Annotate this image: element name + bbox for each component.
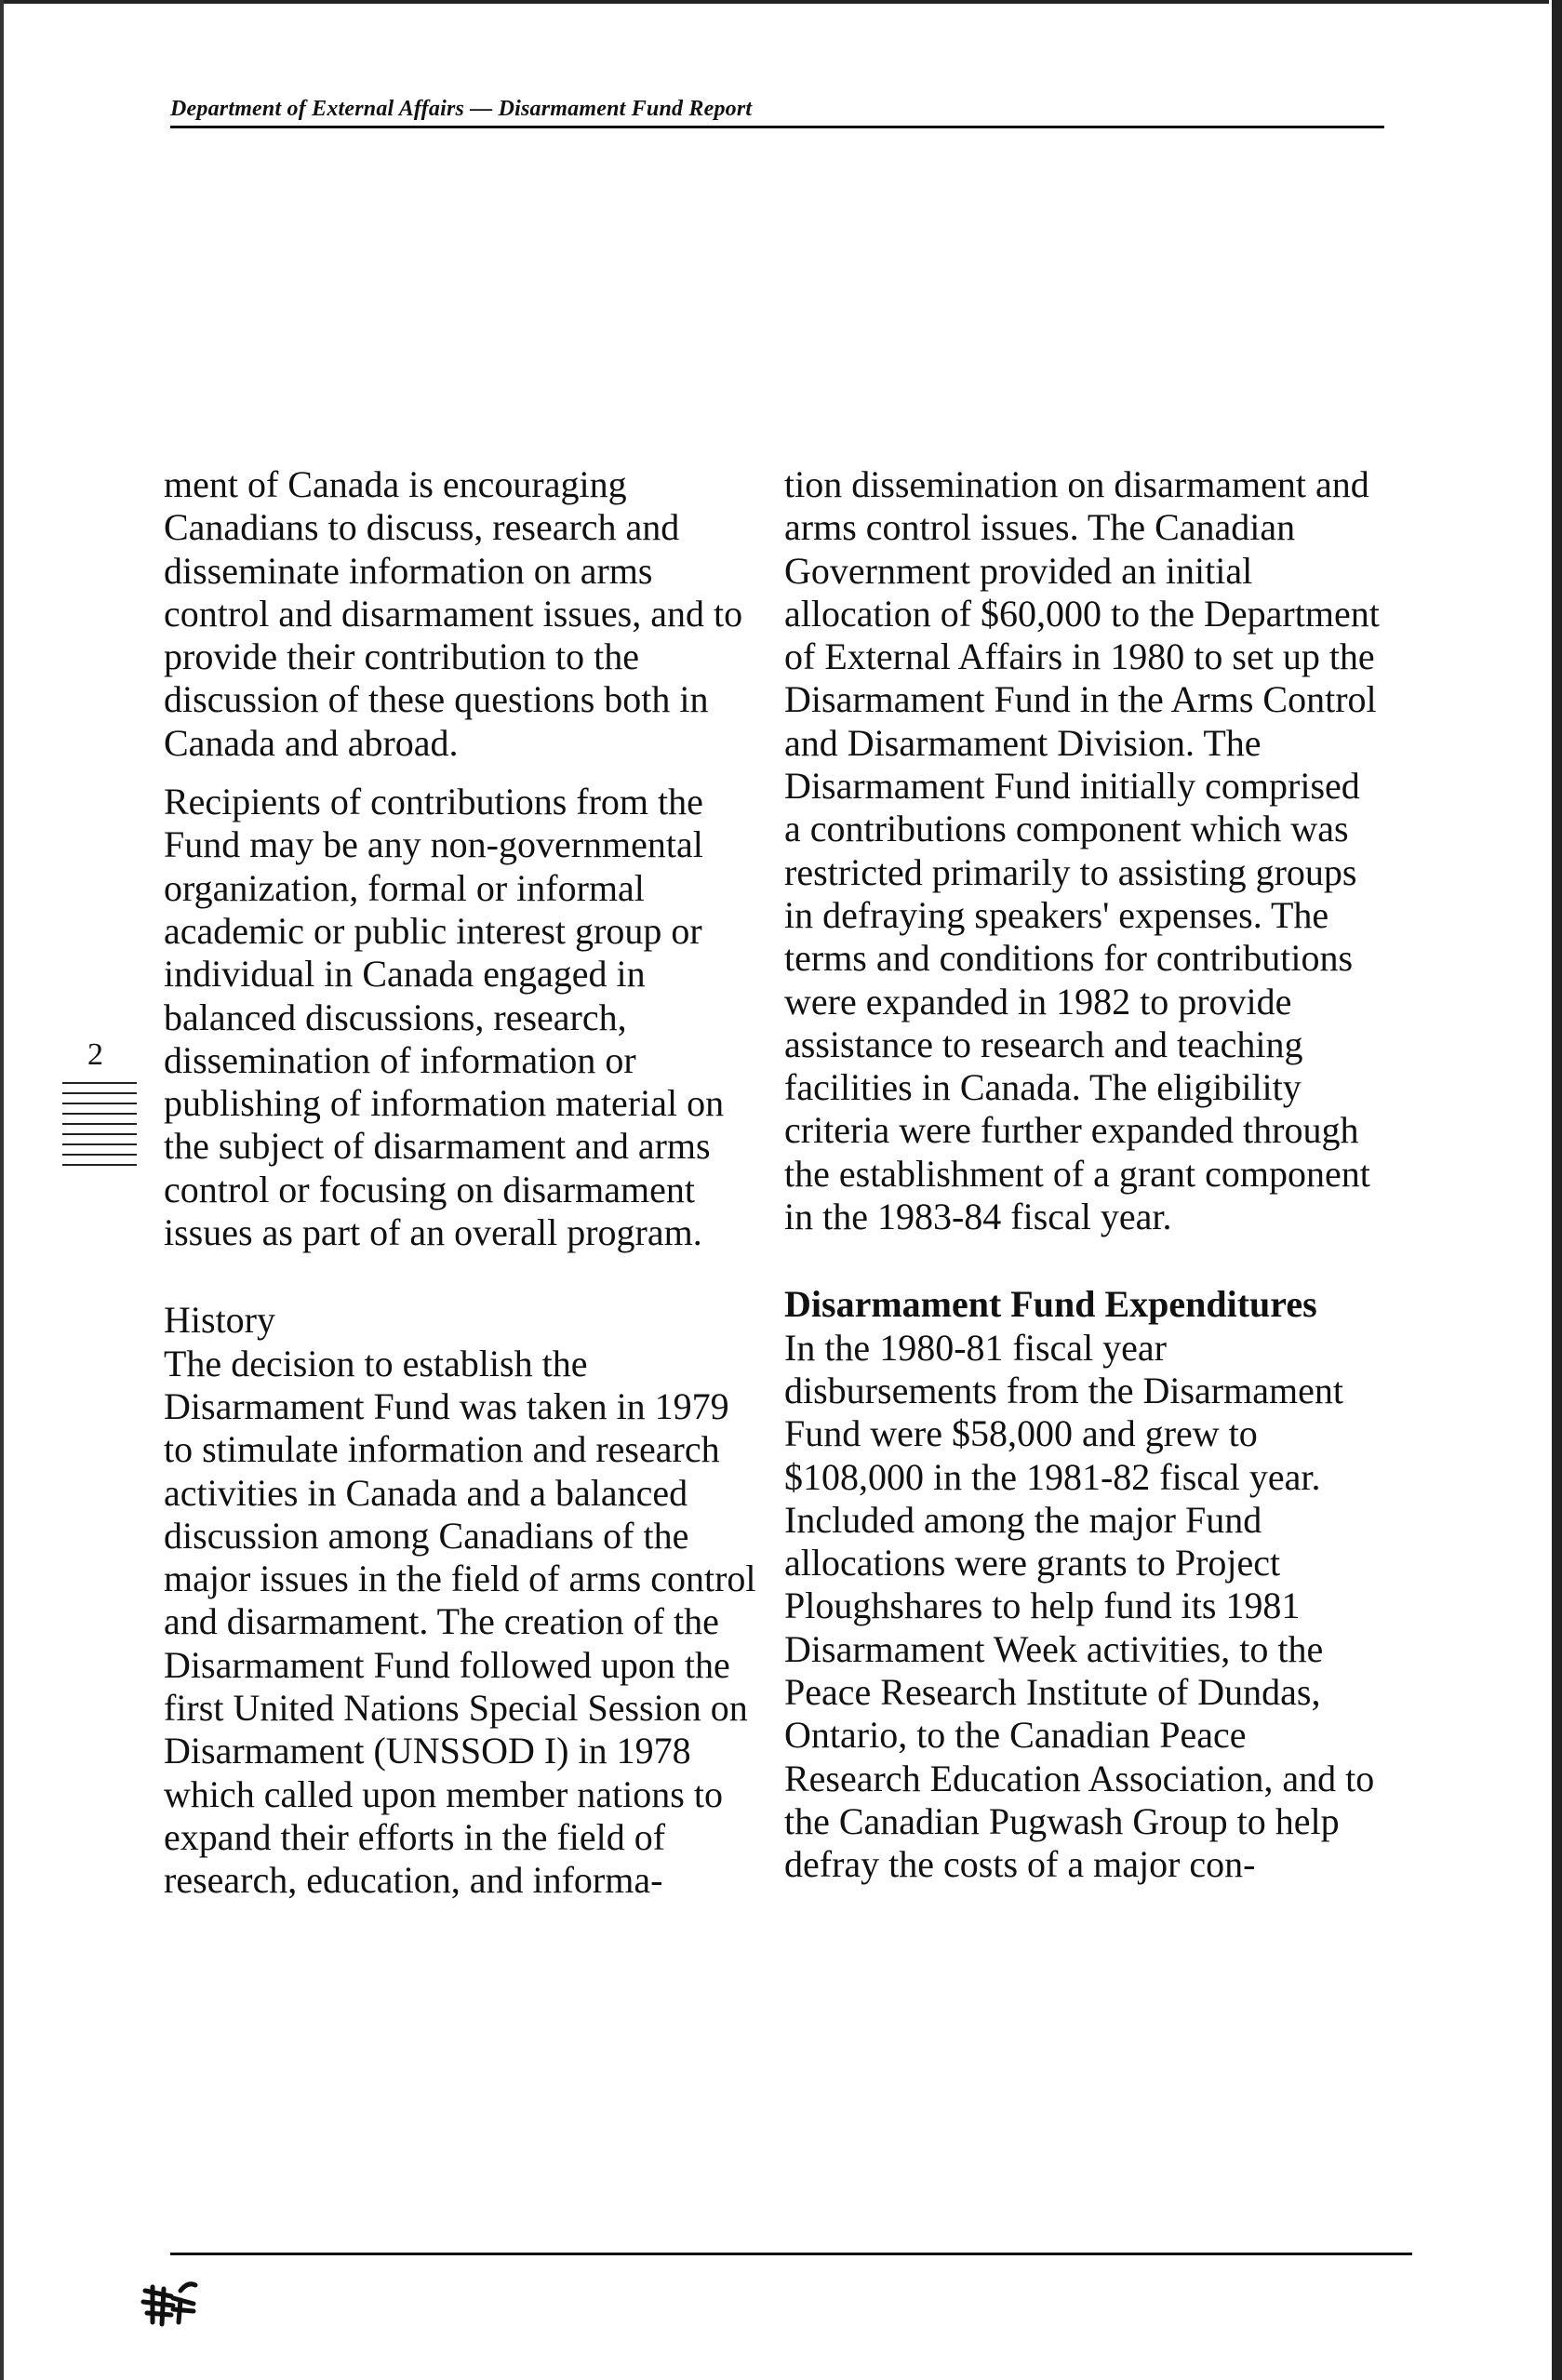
header-rule <box>170 126 1384 128</box>
right-column <box>784 463 1380 1887</box>
margin-line <box>62 1123 137 1125</box>
running-header: Department of External Affairs — Disarmament Fund Report <box>170 97 753 121</box>
left-column <box>164 463 759 1903</box>
margin-line <box>62 1082 137 1084</box>
right-paragraph-2: In the 1980-81 fiscal year disbursements from the Disarmament Fund were $58,000 and grew to $108,000 in the 1981-82 fiscal year. Included among the major Fund allocations were grants to Project Ploughshares to help fund its 1981 Disarmament Week activities, to the Peace Research Institute of Dundas, Ontario, to the Canadian Peace Research Education Association, and to the Canadian Pugwash Group to help defray the costs of a major con- <box>784 1326 1375 1886</box>
margin-line <box>62 1113 137 1115</box>
page-number: 2 <box>87 1037 103 1072</box>
margin-line <box>62 1133 137 1135</box>
left-paragraph-1: ment of Canada is encouraging Canadians to discuss, research and disseminate information on arms control and disarmament issues, and to provide their contribution to the discussion of these questions both in Canada and abroad. <box>164 463 743 764</box>
section-heading-expenditures: Disarmament Fund Expenditures <box>784 1283 1317 1326</box>
section-heading-history: History <box>164 1299 275 1342</box>
right-paragraph-1: tion dissemination on disarmament and arms control issues. The Canadian Government provided an initial allocation of $60,000 to the Department of External Affairs in 1980 to set up the Disarmament Fund in the Arms Control and Disarmament Division. The Disarmament Fund initially comprised a contributions component which was restricted primarily to assisting groups in defraying speakers' expenses. The terms and conditions for contributions were expanded in 1982 to provide assistance to research and teaching facilities in Canada. The eligibility criteria were further expanded through the establishment of a grant component in the 1983-84 fiscal year. <box>784 463 1380 1238</box>
margin-line <box>62 1164 137 1166</box>
page-border-top <box>0 0 1562 4</box>
margin-tab-lines <box>62 1082 137 1174</box>
margin-line <box>62 1092 137 1094</box>
government-logo-icon <box>140 2278 199 2328</box>
margin-line <box>62 1103 137 1104</box>
left-paragraph-3: The decision to establish the Disarmament Fund was taken in 1979 to stimulate information and research activities in Canada and a balanced discussion among Canadians of the major issues in the field of arms control and disarmament. The creation of the Disarmament Fund followed upon the first United Nations Special Session on Disarmament (UNSSOD I) in 1978 which called upon member nations to expand their efforts in the field of research, education, and informa- <box>164 1342 756 1902</box>
footer-rule <box>170 2253 1412 2255</box>
margin-line <box>62 1154 137 1156</box>
page-border-right <box>1549 0 1562 2380</box>
page-border-left <box>0 0 4 2380</box>
left-paragraph-2: Recipients of contributions from the Fund may be any non-governmental organization, formal or informal academic or public interest group or individual in Canada engaged in balanced discussions, research, dissemination of information or publishing of information material on the subject of disarmament and arms control or focusing on disarmament issues as part of an overall program. <box>164 781 725 1254</box>
margin-line <box>62 1143 137 1145</box>
